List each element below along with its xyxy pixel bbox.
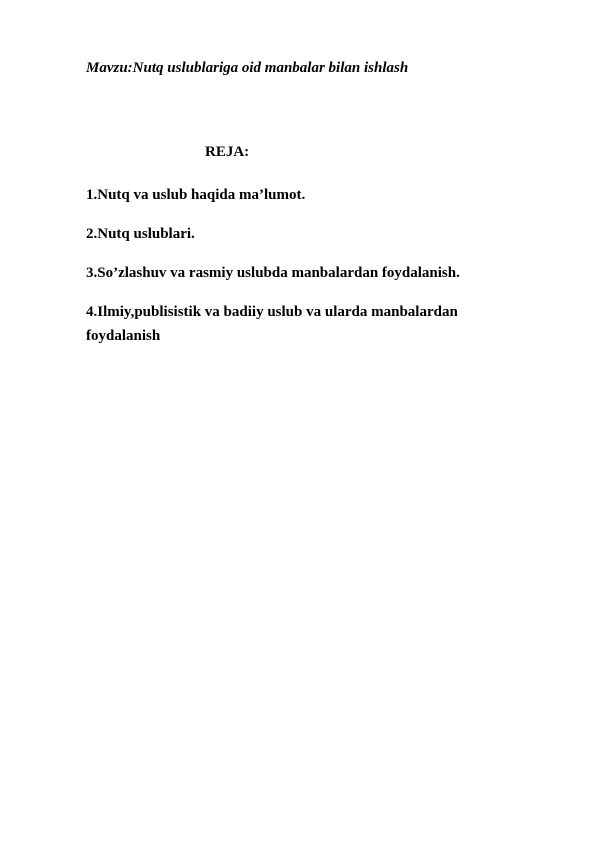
plan-list — [86, 183, 506, 363]
plan-item: 3.So’zlashuv va rasmiy uslubda manbalardan foydalanish. — [86, 265, 460, 281]
plan-item: 2.Nutq uslublari. — [86, 226, 195, 242]
plan-item: 4.Ilmiy,publisistik va badiiy uslub va ularda manbalardan foydalanish — [86, 304, 458, 344]
plan-item: 1.Nutq va uslub haqida ma’lumot. — [86, 187, 306, 203]
document-topic: Mavzu:Nutq uslublariga oid manbalar bilan ishlash — [86, 60, 409, 76]
plan-heading: REJA: — [205, 144, 250, 160]
